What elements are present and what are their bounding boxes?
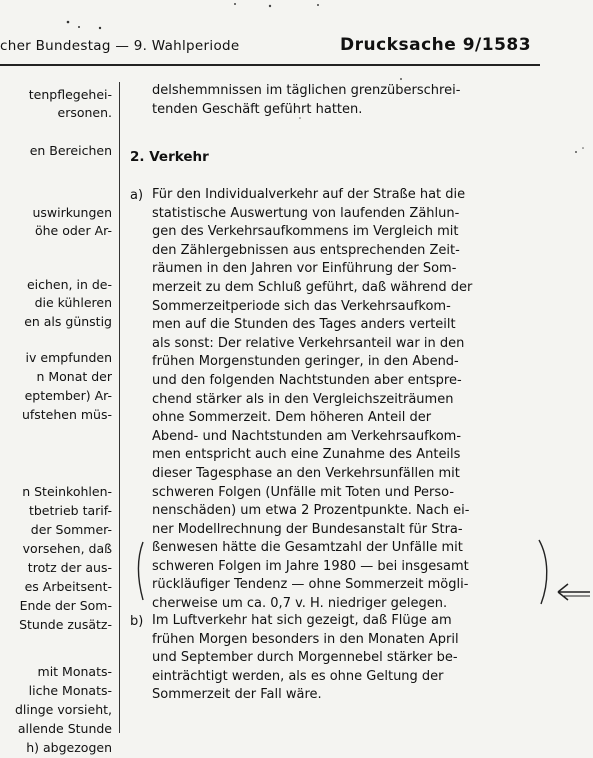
item-a-paragraph	[152, 186, 552, 614]
left-column-line: der Sommer-	[30, 522, 112, 537]
paragraph-line: und den folgenden Nachtstunden aber entspre-	[152, 372, 462, 388]
left-column-line: vorsehen, daß	[22, 541, 112, 556]
left-column-line: Stunde zusätz-	[19, 617, 112, 632]
paragraph-line: ßenwesen hätte die Gesamtzahl der Unfälle mit	[152, 540, 463, 556]
left-column-line: Ende der Som-	[19, 598, 112, 613]
paragraph-line: nenschäden) um etwa 2 Prozentpunkte. Nach ei-	[152, 503, 470, 519]
paragraph-line: Sommerzeit der Fall wäre.	[152, 687, 322, 703]
left-column-line: ersonen.	[57, 105, 112, 120]
left-column-line: tbetrieb tarif-	[28, 503, 112, 518]
paragraph-line: Abend- und Nachtstunden am Verkehrsaufkom-	[152, 428, 462, 444]
left-column-line: uswirkungen	[32, 205, 112, 220]
left-column-line: iv empfunden	[25, 350, 112, 365]
paragraph-line: frühen Morgen besonders in den Monaten April	[152, 631, 459, 647]
paragraph-line: Sommerzeitperiode sich das Verkehrsaufkom-	[152, 298, 451, 314]
paragraph-line: merzeit zu dem Schluß geführt, daß während der	[152, 279, 473, 295]
paragraph-line: Für den Individualverkehr auf der Straße hat die	[152, 187, 466, 202]
paragraph-line: statistische Auswertung von laufenden Zählun-	[152, 205, 460, 221]
paragraph-line: men auf die Stunden des Tages anders verteilt	[152, 317, 456, 333]
left-column-line: trotz der aus-	[27, 560, 112, 575]
paragraph-line: schweren Folgen (Unfälle mit Toten und Perso-	[152, 484, 455, 500]
paragraph-line: frühen Morgenstunden geringer, in den Abend-	[152, 354, 459, 370]
left-column-line: allende Stunde	[17, 721, 112, 736]
paragraph-line: dieser Tagesphase an den Verkehrsunfällen mit	[152, 465, 460, 481]
left-column-line: es Arbeitsent-	[24, 579, 112, 594]
left-column-line: eptember) Ar-	[24, 388, 112, 403]
paragraph-line: und September durch Morgennebel stärker be-	[152, 650, 458, 666]
left-column-line: mit Monats-	[37, 664, 112, 679]
section-heading: 2. Verkehr	[130, 149, 209, 165]
item-marker-b: b)	[130, 614, 144, 629]
left-column-line: dlinge vorsieht,	[14, 702, 112, 717]
left-column-line: n Steinkohlen-	[22, 484, 112, 499]
paragraph-line: einträchtigt werden, als es ohne Geltung der	[152, 668, 444, 684]
column-divider	[119, 82, 120, 733]
left-column-fragment	[0, 82, 112, 755]
left-column-line: n Monat der	[36, 369, 112, 384]
item-b-paragraph	[152, 612, 552, 705]
left-column-line: en als günstig	[24, 314, 112, 329]
continuation-line: tenden Geschäft geführt hatten.	[152, 102, 363, 117]
paragraph-line: als sonst: Der relative Verkehrsanteil war in den	[152, 335, 465, 351]
right-column	[130, 0, 570, 733]
document-number: Drucksache 9/1583	[340, 35, 532, 55]
paragraph-line: schweren Folgen im Jahre 1980 — bei insgesamt	[152, 558, 469, 574]
running-header-left: cher Bundestag — 9. Wahlperiode	[0, 38, 240, 54]
left-column-line: en Bereichen	[29, 143, 112, 158]
paragraph-line: chend stärker als in den Vergleichszeiträumen	[152, 391, 454, 407]
left-column-line: öhe oder Ar-	[34, 223, 112, 238]
item-marker-a: a)	[130, 188, 144, 203]
paragraph-line: ohne Sommerzeit. Dem höheren Anteil der	[152, 410, 432, 426]
left-column-line: liche Monats-	[28, 683, 112, 698]
paragraph-line: cherweise um ca. 0,7 v. H. niedriger gelegen.	[152, 596, 448, 612]
paragraph-line: men entspricht auch eine Zunahme des Anteils	[152, 447, 461, 463]
left-column-line: tenpflegehei-	[28, 87, 112, 102]
left-column-line: die kühleren	[34, 295, 112, 310]
left-column-line: h) abgezogen	[26, 740, 112, 755]
paragraph-line: den Zählergebnissen aus entsprechenden Zeit-	[152, 242, 460, 258]
paragraph-line: gen des Verkehrsaufkommens im Vergleich mit	[152, 224, 459, 240]
paragraph-line: Im Luftverkehr hat sich gezeigt, daß Flüge am	[152, 613, 452, 628]
paragraph-line: räumen in den Jahren vor Einführung der Som-	[152, 261, 457, 277]
paragraph-line: ner Modellrechnung der Bundesanstalt für Stra-	[152, 521, 463, 537]
left-column-line: eichen, in de-	[26, 277, 112, 292]
continuation-line: delshemmnissen im täglichen grenzüberschrei-	[152, 83, 461, 98]
left-column-line: ufstehen müs-	[21, 407, 112, 422]
handwritten-arrow-icon	[552, 578, 592, 606]
paragraph-line: rückläufiger Tendenz — ohne Sommerzeit mögli-	[152, 577, 469, 593]
